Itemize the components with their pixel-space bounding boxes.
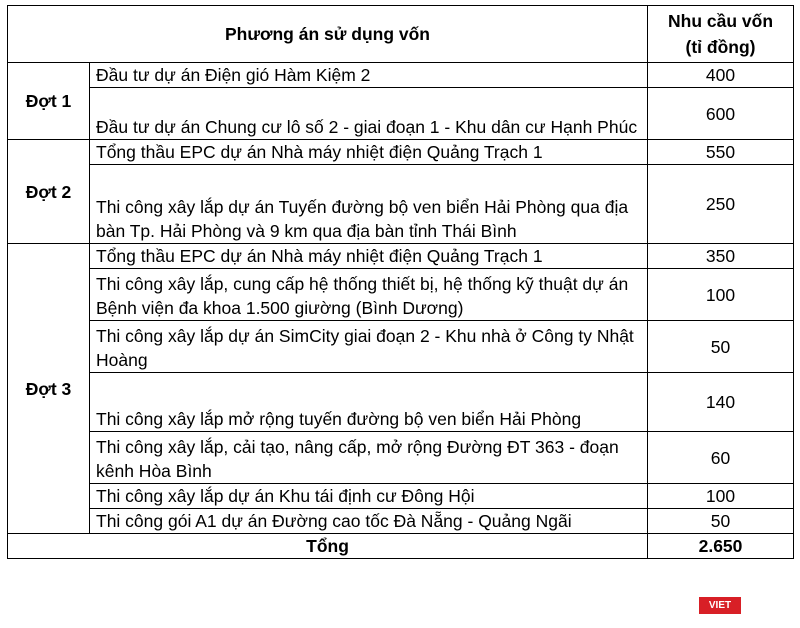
item-desc: Đầu tư dự án Chung cư lô số 2 - giai đoạn 1 - Khu dân cư Hạnh Phúc <box>90 88 648 140</box>
phase-label: Đợt 1 <box>8 63 90 140</box>
item-amount: 60 <box>648 432 794 484</box>
table-row <box>8 88 794 140</box>
total-amount: 2.650 <box>648 534 794 559</box>
capital-plan-table <box>7 5 794 559</box>
item-amount: 600 <box>648 88 794 140</box>
table-row <box>8 269 794 321</box>
item-desc: Thi công xây lắp mở rộng tuyến đường bộ ven biển Hải Phòng <box>90 373 648 432</box>
item-amount: 250 <box>648 165 794 244</box>
header-need-line1: Nhu cầu vốn <box>668 11 774 31</box>
table-row <box>8 321 794 373</box>
table-row <box>8 484 794 509</box>
viet-logo: VIET <box>699 597 741 614</box>
item-desc: Tổng thầu EPC dự án Nhà máy nhiệt điện Quảng Trạch 1 <box>90 244 648 269</box>
item-amount: 400 <box>648 63 794 88</box>
table-row <box>8 244 794 269</box>
table-row <box>8 432 794 484</box>
table-row <box>8 140 794 165</box>
phase-label: Đợt 3 <box>8 244 90 534</box>
item-amount: 140 <box>648 373 794 432</box>
total-row <box>8 534 794 559</box>
item-amount: 50 <box>648 509 794 534</box>
item-amount: 550 <box>648 140 794 165</box>
item-desc: Thi công xây lắp, cung cấp hệ thống thiết bị, hệ thống kỹ thuật dự án Bệnh viện đa khoa 1.500 giường (Bình Dương) <box>90 269 648 321</box>
header-need-line2: (tỉ đồng) <box>685 37 756 57</box>
table-row <box>8 373 794 432</box>
item-desc: Thi công xây lắp, cải tạo, nâng cấp, mở rộng Đường ĐT 363 - đoạn kênh Hòa Bình <box>90 432 648 484</box>
table-row <box>8 63 794 88</box>
item-amount: 350 <box>648 244 794 269</box>
item-amount: 50 <box>648 321 794 373</box>
table-row <box>8 165 794 244</box>
total-label: Tổng <box>8 534 648 559</box>
item-amount: 100 <box>648 269 794 321</box>
item-desc: Thi công xây lắp dự án Tuyến đường bộ ven biển Hải Phòng qua địa bàn Tp. Hải Phòng và 9 km qua địa bàn tỉnh Thái Bình <box>90 165 648 244</box>
phase-label: Đợt 2 <box>8 140 90 244</box>
item-desc: Tổng thầu EPC dự án Nhà máy nhiệt điện Quảng Trạch 1 <box>90 140 648 165</box>
item-desc: Thi công gói A1 dự án Đường cao tốc Đà Nẵng - Quảng Ngãi <box>90 509 648 534</box>
item-amount: 100 <box>648 484 794 509</box>
item-desc: Thi công xây lắp dự án SimCity giai đoạn 2 - Khu nhà ở Công ty Nhật Hoàng <box>90 321 648 373</box>
table-row <box>8 509 794 534</box>
table-header-row <box>8 6 794 63</box>
item-desc: Thi công xây lắp dự án Khu tái định cư Đông Hội <box>90 484 648 509</box>
header-capital-need <box>648 6 794 63</box>
header-plan: Phương án sử dụng vốn <box>8 6 648 63</box>
item-desc: Đầu tư dự án Điện gió Hàm Kiệm 2 <box>90 63 648 88</box>
